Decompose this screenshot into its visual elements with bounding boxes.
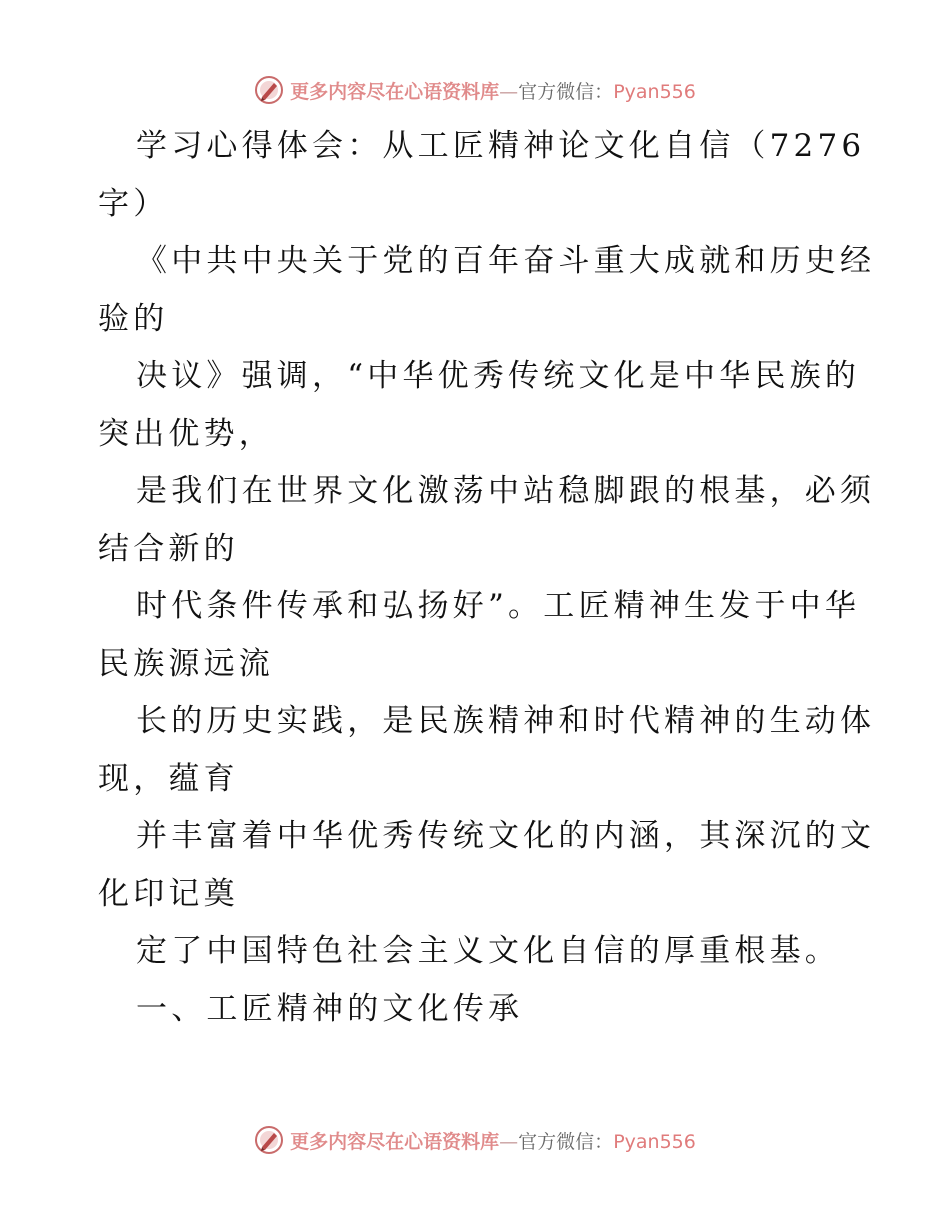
text-line: 民族源远流 — [98, 645, 274, 682]
text-line: 并丰富着中华优秀传统文化的内涵，其深沉的文 — [136, 818, 876, 854]
watermark-dash: — — [499, 80, 519, 103]
document-body — [98, 118, 876, 1038]
watermark-brand: 更多内容尽在心语资料库 — [290, 80, 500, 103]
header-watermark — [0, 72, 950, 108]
text-line: 是我们在世界文化激荡中站稳脚跟的根基，必须 — [136, 473, 876, 509]
text-line: 时代条件传承和弘扬好”。工匠精神生发于中华 — [136, 588, 861, 624]
watermark-brand: 更多内容尽在心语资料库 — [290, 1130, 500, 1153]
watermark-text — [290, 1127, 696, 1154]
text-line: 学习心得体会：从工匠精神论文化自信（7276 — [136, 128, 866, 164]
pen-logo-icon — [254, 1125, 284, 1155]
text-line: 验的 — [98, 300, 169, 337]
text-line: 突出优势， — [98, 415, 274, 452]
watermark-official-label: 官方微信： — [518, 1130, 614, 1153]
watermark-wechat-id: Pyan556 — [613, 1130, 696, 1153]
text-line: 长的历史实践，是民族精神和时代精神的生动体 — [136, 703, 876, 739]
pen-logo-icon — [254, 75, 284, 105]
text-line: 一、工匠精神的文化传承 — [136, 990, 524, 1027]
footer-watermark — [0, 1122, 950, 1158]
watermark-wechat-id: Pyan556 — [613, 80, 696, 103]
watermark-dash: — — [499, 1130, 519, 1153]
text-line: 决议》强调，“中华优秀传统文化是中华民族的 — [136, 358, 861, 394]
text-line: 化印记奠 — [98, 875, 239, 912]
text-line: 《中共中央关于党的百年奋斗重大成就和历史经 — [136, 243, 876, 279]
watermark-text — [290, 77, 696, 104]
text-line: 定了中国特色社会主义文化自信的厚重根基。 — [136, 933, 840, 969]
text-line: 字） — [98, 185, 169, 222]
text-line: 现，蕴育 — [98, 760, 239, 797]
text-line: 结合新的 — [98, 530, 239, 567]
watermark-official-label: 官方微信： — [518, 80, 614, 103]
